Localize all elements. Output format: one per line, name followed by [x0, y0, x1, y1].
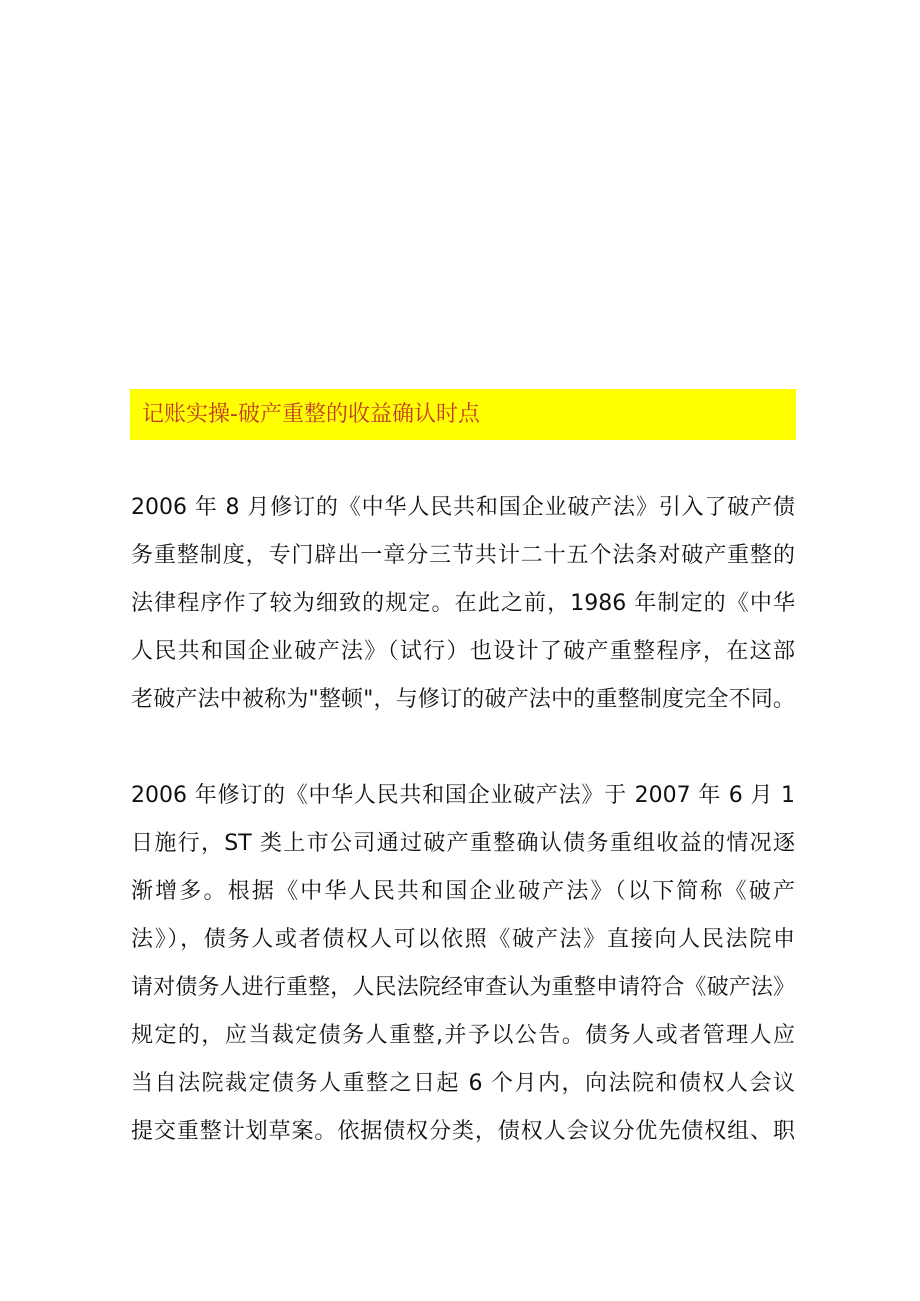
paragraph-line: 日施行，ST 类上市公司通过破产重整确认债务重组收益的情况逐 [131, 831, 795, 856]
paragraph-line: 人民共和国企业破产法》（试行）也设计了破产重整程序，在这部 [131, 639, 795, 664]
paragraph-line: 规定的，应当裁定债务人重整,并予以公告。债务人或者管理人应 [131, 1023, 795, 1048]
paragraph-2 [131, 772, 795, 1156]
paragraph-line: 渐增多。根据《中华人民共和国企业破产法》（以下简称《破产 [131, 879, 795, 904]
paragraph-line: 2006 年修订的《中华人民共和国企业破产法》于 2007 年 6 月 1 [131, 783, 795, 808]
paragraph-line: 老破产法中被称为"整顿"，与修订的破产法中的重整制度完全不同。 [131, 687, 795, 712]
paragraph-line: 务重整制度，专门辟出一章分三节共计二十五个法条对破产重整的 [131, 543, 795, 568]
paragraph-line: 请对债务人进行重整，人民法院经审查认为重整申请符合《破产法》 [131, 975, 795, 1000]
paragraph-line: 2006 年 8 月修订的《中华人民共和国企业破产法》引入了破产债 [131, 495, 795, 520]
title-highlight-bar [130, 389, 796, 440]
paragraph-line: 提交重整计划草案。依据债权分类，债权人会议分优先债权组、职 [131, 1119, 795, 1144]
paragraph-line: 法》），债务人或者债权人可以依照《破产法》直接向人民法院申 [131, 927, 795, 952]
document-title: 记账实操-破产重整的收益确认时点 [142, 401, 480, 427]
paragraph-line: 法律程序作了较为细致的规定。在此之前，1986 年制定的《中华 [131, 591, 795, 616]
paragraph-1 [131, 484, 795, 724]
paragraph-line: 当自法院裁定债务人重整之日起 6 个月内，向法院和债权人会议 [131, 1071, 795, 1096]
